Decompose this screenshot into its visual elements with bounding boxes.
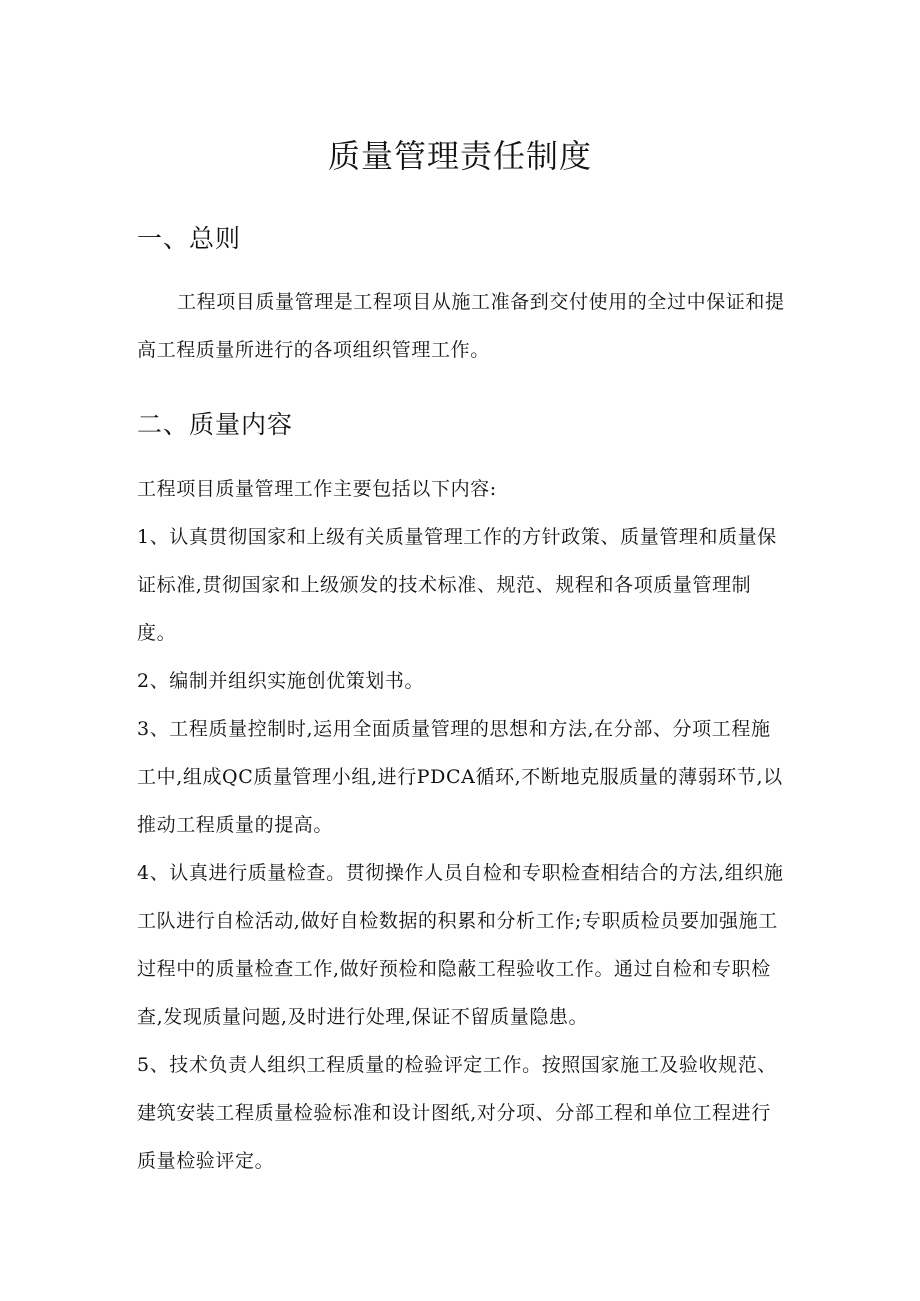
list-item: 5、技术负责人组织工程质量的检验评定工作。按照国家施工及验收规范、建筑安装工程质量检验标准和设计图纸,对分项、分部工程和单位工程进行质量检验评定。 [137, 1054, 777, 1172]
section-heading-general: 一、总则 [137, 224, 242, 253]
section-heading-quality-content: 二、质量内容 [137, 410, 294, 439]
document-title: 质量管理责任制度 [327, 137, 592, 175]
quality-content-lead: 工程项目质量管理工作主要包括以下内容: [137, 478, 497, 500]
list-item: 1、认真贯彻国家和上级有关质量管理工作的方针政策、质量管理和质量保证标准,贯彻国家和上级颁发的技术标准、规范、规程和各项质量管理制度。 [137, 526, 777, 644]
general-paragraph: 工程项目质量管理是工程项目从施工准备到交付使用的全过中保证和提高工程质量所进行的各项组织管理工作。 [137, 291, 785, 361]
list-item: 4、认真进行质量检查。贯彻操作人员自检和专职检查相结合的方法,组织施工队进行自检活动,做好自检数据的积累和分析工作;专职质检员要加强施工过程中的质量检查工作,做好预检和隐蔽工程验收工作。通过自检和专职检查,发现质量问题,及时进行处理,保证不留质量隐患。 [137, 862, 784, 1028]
list-item: 2、编制并组织实施创优策划书。 [137, 670, 425, 692]
list-item: 3、工程质量控制时,运用全面质量管理的思想和方法,在分部、分项工程施工中,组成QC质量管理小组,进行PDCA循环,不断地克服质量的薄弱环节,以推动工程质量的提高。 [137, 718, 783, 836]
